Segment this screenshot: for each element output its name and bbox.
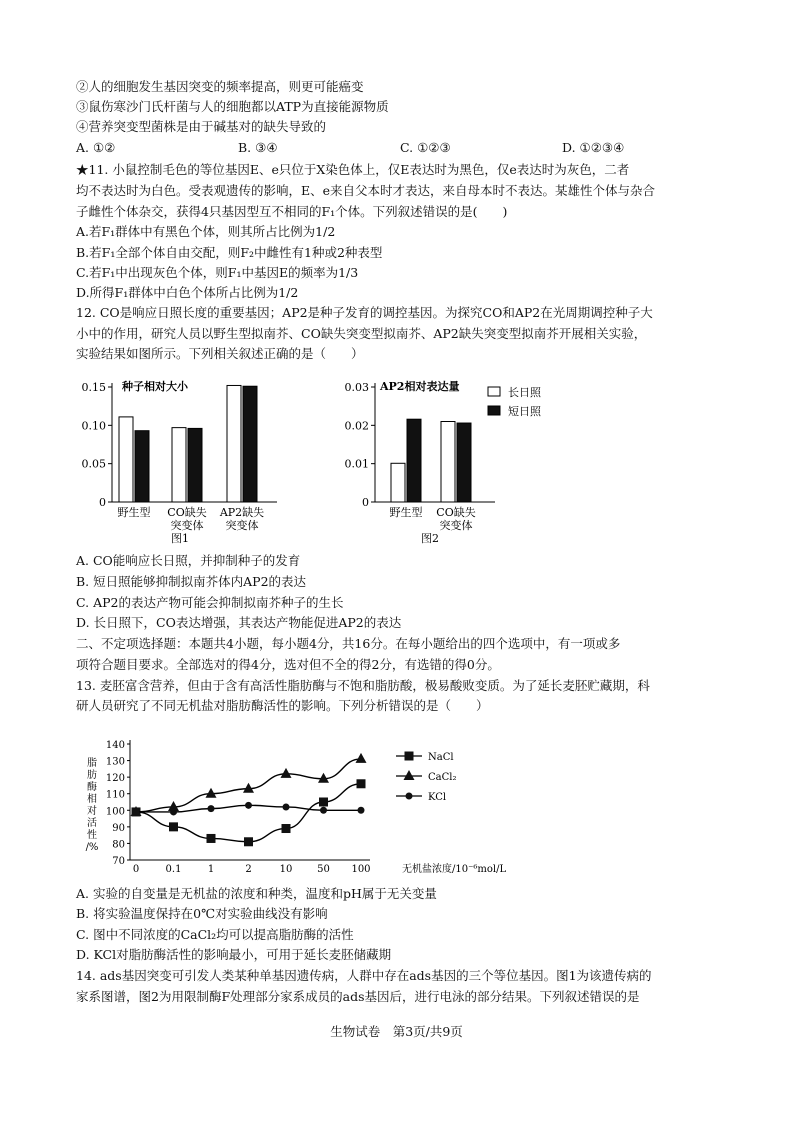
chart-title: AP2相对表达量 — [380, 380, 460, 393]
point-kcl — [283, 803, 290, 810]
section2-heading-1: 二、不定项选择题：本题共4小题，每小题4分，共16分。在每小题给出的四个选项中，有一项或多 — [76, 636, 621, 651]
point-kcl — [320, 807, 327, 814]
q11-stem-2: 均不表达时为白色。受表观遗传的影响，E、e来自父本时才表达，来自母本时不表达。某雄性个体与杂合 — [76, 183, 656, 198]
statement-3: ③鼠伤寒沙门氏杆菌与人的细胞都以ATP为直接能源物质 — [76, 99, 389, 114]
y-tick-label: 0 — [362, 496, 369, 509]
legend-label: NaCl — [428, 752, 454, 763]
x-tick-label: 10 — [279, 864, 293, 875]
point-nacl — [282, 824, 291, 833]
figure-2-ap2-expression-chart — [330, 372, 570, 552]
q14-stem-1: 14. ads基因突变可引发人类某种单基因遗传病，人群中存在ads基因的三个等位基因。图1为该遗传病的 — [76, 968, 652, 983]
q14-stem-2: 家系图谱，图2为用限制酶F处理部分家系成员的ads基因后，进行电泳的部分结果。下列叙述错误的是 — [76, 989, 640, 1004]
y-tick-label: 0.05 — [81, 457, 106, 471]
q11-option-a[interactable]: A.若F₁群体中有黑色个体，则其所占比例为1/2 — [76, 224, 336, 239]
y-tick-label: 140 — [105, 740, 125, 751]
x-tick-label: 50 — [317, 864, 330, 875]
bar-long-day — [441, 422, 455, 503]
y-axis-label-char: 对 — [87, 806, 97, 817]
q13-option-a[interactable]: A. 实验的自变量是无机盐的浓度和种类，温度和pH属于无关变量 — [76, 886, 437, 901]
option-a[interactable]: A. ①② — [76, 140, 116, 155]
point-cacl — [206, 788, 217, 798]
q11-stem-3: 子雌性个体杂交，获得4只基因型互不相同的F₁个体。下列叙述错误的是( ) — [76, 204, 508, 219]
point-kcl — [133, 808, 140, 815]
y-axis-label-char: 活 — [87, 818, 97, 829]
point-nacl — [169, 822, 178, 831]
q12-option-b[interactable]: B. 短日照能够抑制拟南芥体内AP2的表达 — [76, 574, 307, 589]
bar-long-day — [172, 428, 186, 502]
point-nacl — [244, 837, 253, 846]
category-label: 突变体 — [170, 519, 204, 532]
x-tick-label: 2 — [245, 864, 252, 875]
bar-short-day — [457, 423, 471, 502]
option-d[interactable]: D. ①②③④ — [562, 140, 625, 155]
y-axis-label-char: 性 — [87, 830, 97, 841]
category-label: AP2缺失 — [219, 506, 265, 519]
q12-option-d[interactable]: D. 长日照下，CO表达增强，其表达产物能促进AP2的表达 — [76, 615, 402, 630]
y-tick-label: 110 — [105, 789, 125, 801]
chart-title: 种子相对大小 — [122, 380, 188, 393]
category-label: CO缺失 — [167, 506, 207, 519]
x-tick-label: 0.1 — [165, 864, 182, 875]
section2-heading-2: 项符合题目要求。全部选对的得4分，选对但不全的得2分，有选错的得0分。 — [76, 657, 500, 672]
y-tick-label: 120 — [105, 773, 125, 785]
point-kcl — [208, 805, 215, 812]
bar-short-day — [243, 386, 257, 502]
y-tick-label: 0.01 — [344, 457, 369, 471]
q12-stem-1: 12. CO是响应日照长度的重要基因；AP2是种子发育的调控基因。为探究CO和AP2在光周期调控种子大 — [76, 305, 653, 320]
y-tick-label: 70 — [112, 856, 125, 867]
statement-4: ④营养突变型菌株是由于碱基对的缺失导致的 — [76, 119, 327, 134]
y-axis-label-char: 脂 — [87, 758, 97, 769]
point-nacl — [357, 779, 366, 788]
y-tick-label: 100 — [105, 806, 125, 818]
q12-stem-2: 小中的作用，研究人员以野生型拟南芥、CO缺失突变型拟南芥、AP2缺失突变型拟南芥开展相关实验， — [76, 326, 647, 341]
x-axis-label: 无机盐浓度/10⁻⁶mol/L — [402, 864, 507, 875]
point-cacl — [243, 783, 254, 793]
point-cacl — [356, 753, 367, 763]
x-tick-label: 100 — [351, 864, 371, 875]
bar-long-day — [119, 417, 133, 502]
category-label: 突变体 — [225, 519, 259, 532]
legend-swatch-short-day — [488, 406, 500, 415]
lipase-activity-line-chart — [80, 728, 520, 880]
y-axis-label-char: 酶 — [87, 782, 97, 793]
q13-stem-1: 13. 麦胚富含营养，但由于含有高活性脂肪酶与不饱和脂肪酸，极易酸败变质。为了延长麦胚贮藏期，科 — [76, 678, 650, 693]
legend-swatch-long-day — [488, 387, 500, 396]
y-axis-label-char: 相 — [87, 794, 97, 805]
q12-option-c[interactable]: C. AP2的表达产物可能会抑制拟南芥种子的生长 — [76, 595, 344, 610]
point-kcl — [170, 808, 177, 815]
y-axis-label-char: 肪 — [87, 770, 97, 781]
y-tick-label: 130 — [105, 756, 125, 768]
q11-option-c[interactable]: C.若F₁中出现灰色个体，则F₁中基因E的频率为1/3 — [76, 265, 359, 280]
point-cacl — [281, 768, 292, 778]
bar-long-day — [391, 463, 405, 502]
q11-stem-1: ★11. 小鼠控制毛色的等位基因E、e只位于X染色体上，仅E表达时为黑色，仅e表达时为灰色，二者 — [76, 162, 630, 177]
category-label: 野生型 — [389, 506, 423, 519]
point-kcl — [245, 802, 252, 809]
statement-2: ②人的细胞发生基因突变的频率提高，则更可能癌变 — [76, 79, 364, 94]
legend-label: KCl — [428, 792, 447, 803]
point-kcl — [358, 807, 365, 814]
y-tick-label: 0 — [99, 496, 106, 509]
q13-option-b[interactable]: B. 将实验温度保持在0℃对实验曲线没有影响 — [76, 906, 328, 921]
q13-stem-2: 研人员研究了不同无机盐对脂肪酶活性的影响。下列分析错误的是（ ） — [76, 698, 489, 713]
point-legend-kcl — [406, 793, 413, 800]
figure-1-seed-size-chart — [70, 372, 290, 552]
y-tick-label: 0.10 — [81, 419, 106, 433]
y-tick-label: 80 — [112, 839, 125, 851]
x-tick-label: 1 — [207, 864, 215, 875]
q12-option-a[interactable]: A. CO能响应长日照，并抑制种子的发育 — [76, 553, 301, 568]
q11-option-d[interactable]: D.所得F₁群体中白色个体所占比例为1/2 — [76, 285, 299, 300]
bar-short-day — [188, 428, 202, 502]
point-legend-cacl — [404, 770, 415, 780]
point-legend-nacl — [405, 752, 414, 761]
bar-long-day — [227, 385, 241, 502]
category-label: 突变体 — [439, 519, 473, 532]
category-label: 野生型 — [117, 506, 151, 519]
q13-option-c[interactable]: C. 图中不同浓度的CaCl₂均可以提高脂肪酶的活性 — [76, 927, 354, 942]
x-tick-label: 0 — [132, 864, 140, 875]
figure-caption: 图1 — [171, 532, 189, 545]
q11-option-b[interactable]: B.若F₁全部个体自由交配，则F₂中雌性有1种或2种表型 — [76, 245, 383, 260]
legend-label: 长日照 — [508, 386, 541, 399]
y-tick-label: 0.03 — [344, 381, 369, 394]
point-nacl — [319, 798, 328, 807]
option-b[interactable]: B. ③④ — [238, 140, 278, 155]
page-footer: 生物试卷 第3页/共9页 — [330, 1024, 463, 1039]
y-tick-label: 0.02 — [344, 419, 369, 433]
q12-stem-3: 实验结果如图所示。下列相关叙述正确的是（ ） — [76, 346, 364, 361]
legend-label: CaCl₂ — [428, 772, 457, 783]
bar-short-day — [407, 419, 421, 502]
option-c[interactable]: C. ①②③ — [400, 140, 451, 155]
q10-options — [76, 140, 726, 156]
y-axis-label-char: /% — [85, 842, 99, 853]
point-nacl — [207, 834, 216, 843]
category-label: CO缺失 — [436, 506, 476, 519]
bar-short-day — [135, 431, 149, 502]
y-tick-label: 0.15 — [81, 381, 106, 394]
figure-caption: 图2 — [421, 532, 439, 545]
q13-option-d[interactable]: D. KCl对脂肪酶活性的影响最小，可用于延长麦胚储藏期 — [76, 947, 392, 962]
y-tick-label: 90 — [112, 822, 125, 834]
legend-label: 短日照 — [508, 405, 541, 418]
